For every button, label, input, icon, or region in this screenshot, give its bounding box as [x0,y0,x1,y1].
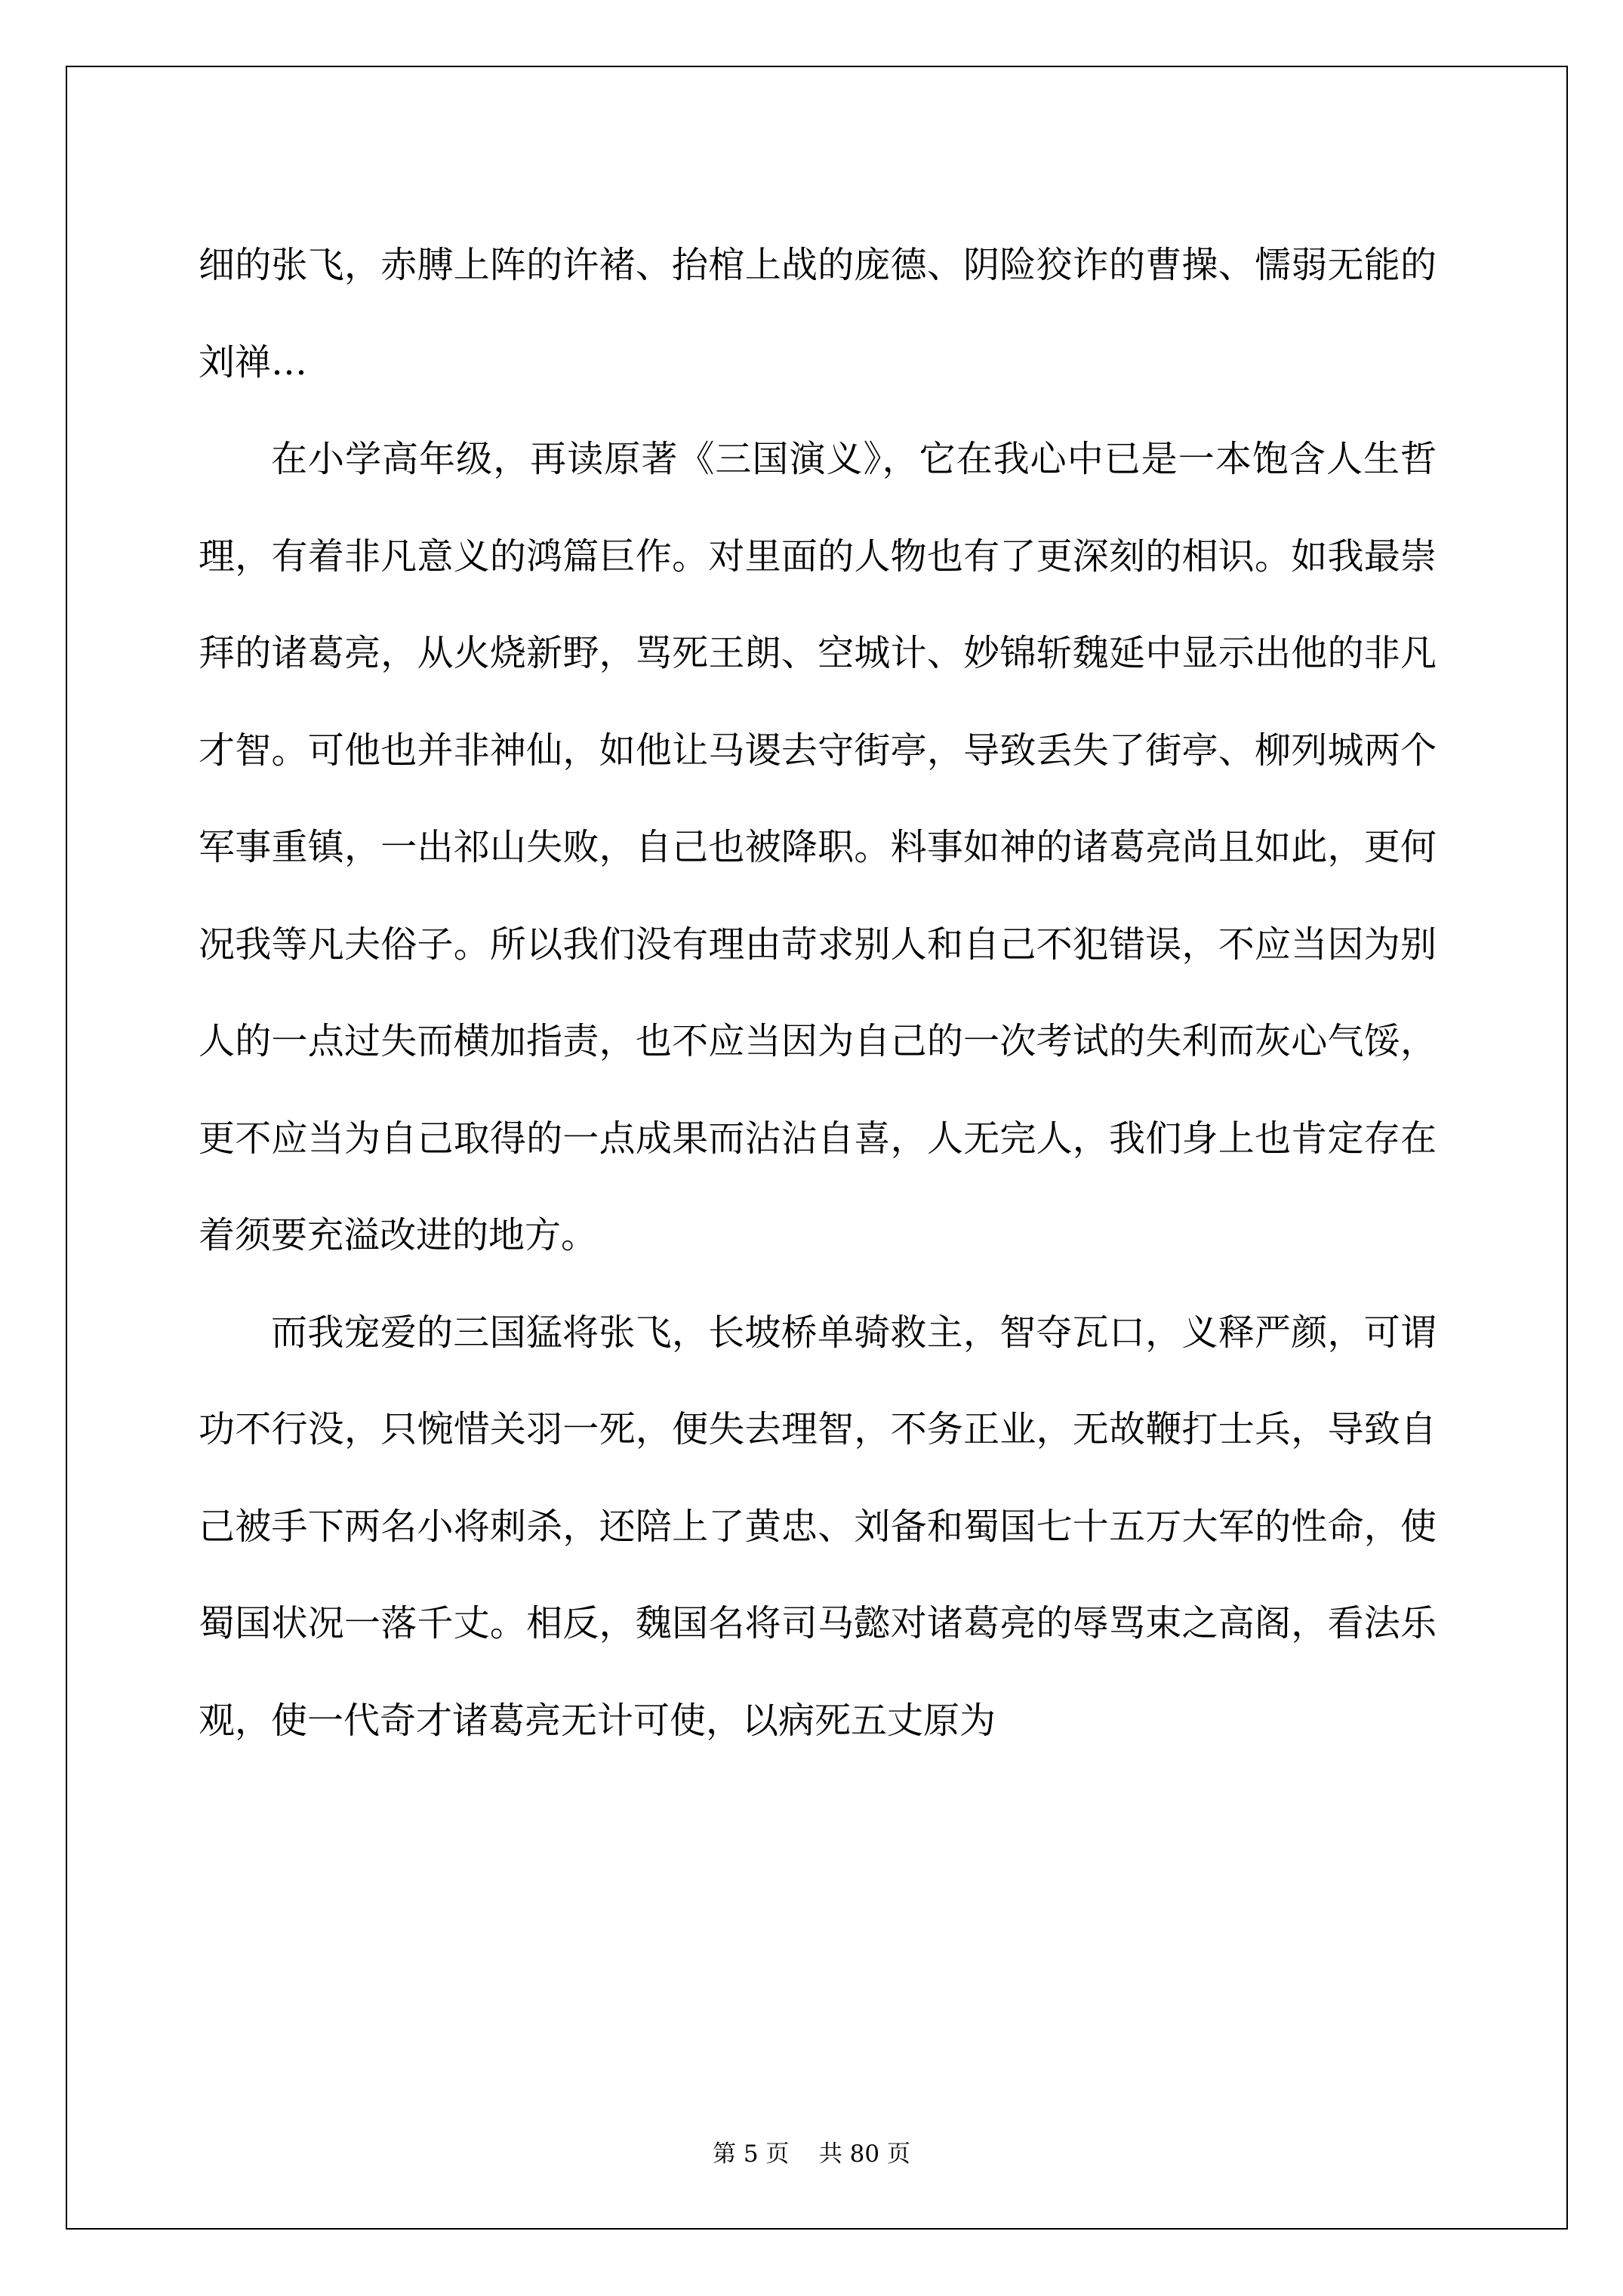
paragraph-2: 在小学高年级，再读原著《三国演义》，它在我心中已是一本饱含人生哲理，有着非凡意义的鸿篇巨作。对里面的人物也有了更深刻的相识。如我最崇拜的诸葛亮，从火烧新野，骂死王朗、空城计、妙锦斩魏延中显示出他的非凡才智。可他也并非神仙，如他让马谡去守街亭，导致丢失了街亭、柳列城两个军事重镇，一出祁山失败，自己也被降职。料事如神的诸葛亮尚且如此，更何况我等凡夫俗子。所以我们没有理由苛求别人和自己不犯错误，不应当因为别人的一点过失而横加指责，也不应当因为自己的一次考试的失利而灰心气馁，更不应当为自己取得的一点成果而沾沾自喜，人无完人，我们身上也肯定存在着须要充溢改进的地方。 [199,438,1437,1256]
paragraph-3: 而我宠爱的三国猛将张飞，长坡桥单骑救主，智夺瓦口，义释严颜，可谓功不行没，只惋惜关羽一死，便失去理智，不务正业，无故鞭打士兵，导致自己被手下两名小将刺杀，还陪上了黄忠、刘备和蜀国七十五万大军的性命，使蜀国状况一落千丈。相反，魏国名将司马懿对诸葛亮的辱骂束之高阁，看法乐观，使一代奇才诸葛亮无计可使，以病死五丈原为 [199,1311,1437,1742]
document-body [199,217,1437,1769]
page-number-footer: 第 5 页 共 80 页 [712,2140,910,2168]
paragraph-1: 细的张飞，赤膊上阵的许褚、抬棺上战的庞德、阴险狡诈的曹操、懦弱无能的刘禅… [199,244,1437,384]
